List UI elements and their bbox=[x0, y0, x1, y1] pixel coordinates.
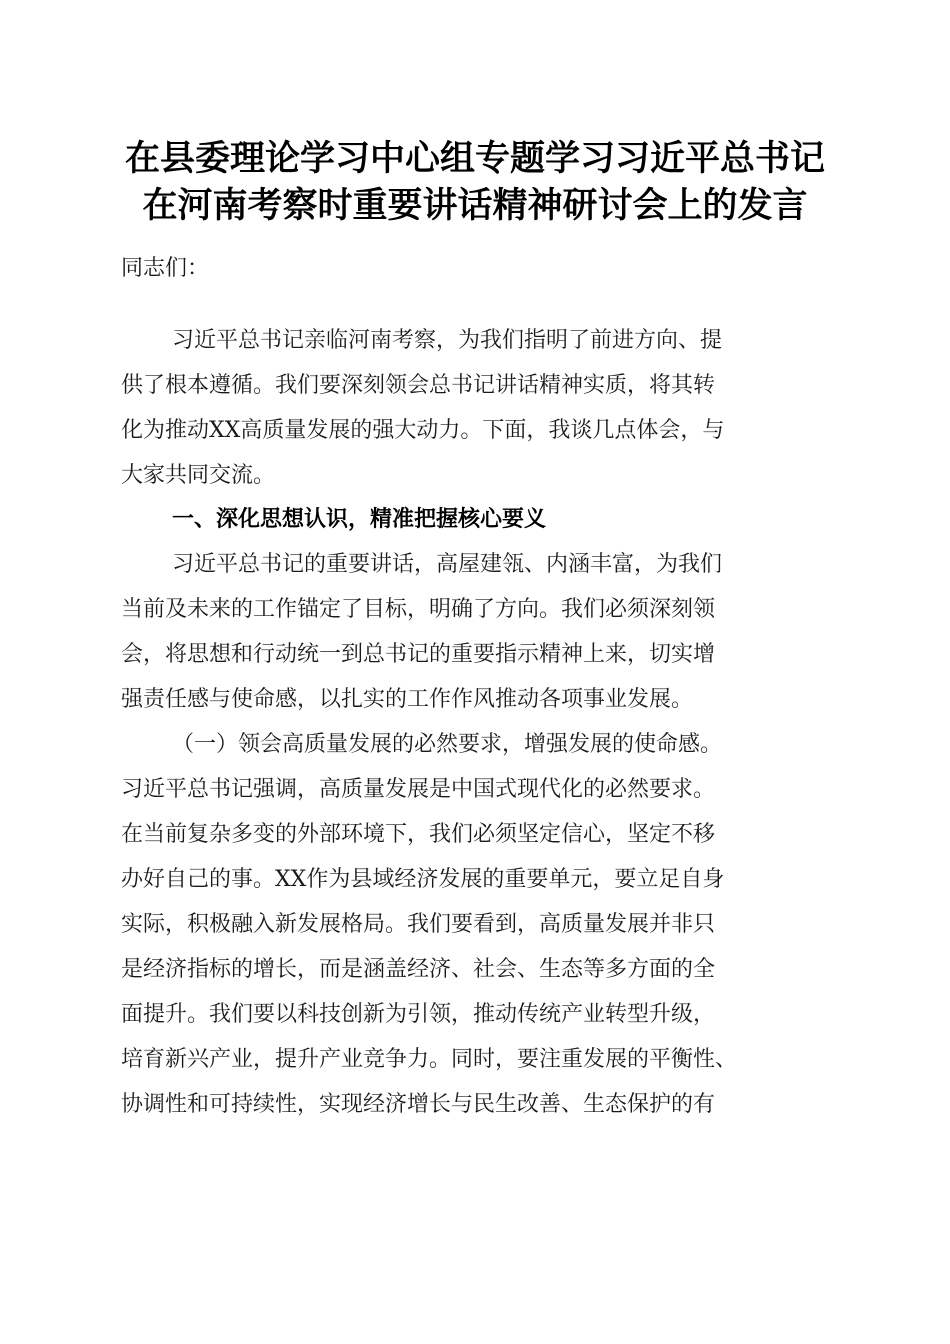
subsection-heading: （一）领会高质量发展的必然要求，增强发展的使命感。 bbox=[172, 732, 723, 757]
section-heading: 一、深化思想认识，精准把握核心要义 bbox=[172, 507, 547, 532]
document-title-line-2: 在河南考察时重要讲话精神研讨会上的发言 bbox=[142, 185, 808, 226]
paragraph-line: 培育新兴产业，提升产业竞争力。同时，要注重发展的平衡性、 bbox=[121, 1047, 738, 1072]
paragraph-line: 供了根本遵循。我们要深刻领会总书记讲话精神实质，将其转 bbox=[121, 373, 716, 398]
paragraph-line: 习近平总书记的重要讲话，高屋建瓴、内涵丰富，为我们 bbox=[172, 552, 723, 577]
paragraph-line: 强责任感与使命感，以扎实的工作作风推动各项事业发展。 bbox=[121, 687, 694, 712]
paragraph-line: 会，将思想和行动统一到总书记的重要指示精神上来，切实增 bbox=[121, 642, 716, 667]
paragraph-line: 习近平总书记强调，高质量发展是中国式现代化的必然要求。 bbox=[121, 777, 716, 802]
salutation: 同志们： bbox=[121, 256, 210, 281]
paragraph-line: 面提升。我们要以科技创新为引领，推动传统产业转型升级， bbox=[121, 1002, 716, 1027]
paragraph-line: 当前及未来的工作锚定了目标，明确了方向。我们必须深刻领 bbox=[121, 597, 716, 622]
document-title-line-1: 在县委理论学习中心组专题学习习近平总书记 bbox=[124, 138, 825, 179]
paragraph-line: 大家共同交流。 bbox=[121, 463, 276, 488]
paragraph-line: 办好自己的事。XX作为县域经济发展的重要单元，要立足自身 bbox=[121, 867, 725, 892]
paragraph-line: 是经济指标的增长，而是涵盖经济、社会、生态等多方面的全 bbox=[121, 957, 716, 982]
paragraph-line: 协调性和可持续性，实现经济增长与民生改善、生态保护的有 bbox=[121, 1092, 716, 1117]
paragraph-line: 在当前复杂多变的外部环境下，我们必须坚定信心，坚定不移 bbox=[121, 822, 716, 847]
paragraph-line: 实际，积极融入新发展格局。我们要看到，高质量发展并非只 bbox=[121, 912, 716, 937]
paragraph-line: 化为推动XX高质量发展的强大动力。下面，我谈几点体会，与 bbox=[121, 418, 725, 443]
paragraph-line: 习近平总书记亲临河南考察，为我们指明了前进方向、提 bbox=[172, 328, 723, 353]
